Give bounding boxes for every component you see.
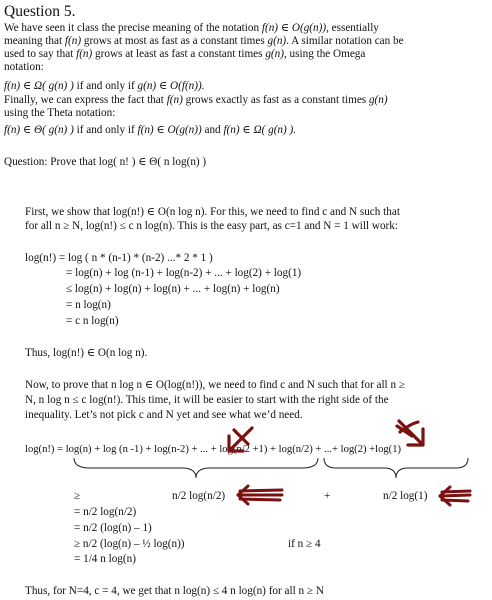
part2-step-1: = n/2 log(n/2): [74, 506, 137, 518]
part1-eq-5: = c n log(n): [66, 315, 119, 327]
part1-line-1: First, we show that log(n!) ∈ O(n log n). For this, we need to find c and N such that: [25, 206, 400, 218]
part1-conclusion: Thus, log(n!) ∈ O(n log n).: [25, 347, 148, 359]
theta-intro-line-2: using the Theta notation:: [4, 107, 116, 119]
half1-bound: n/2 log(n/2): [172, 490, 226, 502]
part2-final: Thus, for N=4, c = 4, we get that n log(n) ≤ 4 n log(n) for all n ≥ N: [25, 585, 324, 597]
part1-eq-4: = n log(n): [66, 299, 111, 311]
part2-step-3: ≥ n/2 (log(n) – ½ log(n)): [74, 538, 185, 550]
part2-step-2: = n/2 (log(n) – 1): [74, 522, 152, 534]
part1-line-2: for all n ≥ N, log(n!) ≤ c n log(n). This is the easy part, as c=1 and N = 1 will work:: [25, 220, 398, 232]
hand-drawn-arrow-down-left: [222, 424, 256, 456]
question-statement: Question: Prove that log( n! ) ∈ Θ( n log(n) ): [4, 156, 207, 168]
part1-eq-2: = log(n) + log (n-1) + log(n-2) + ... + log(2) + log(1): [66, 267, 302, 279]
underbrace-first-half: [72, 456, 320, 482]
intro-line-2: meaning that f(n) grows at most as fast as a constant times g(n). A similar notation can be: [4, 35, 404, 47]
hand-drawn-arrow-left-2: [436, 484, 474, 508]
theta-intro-line-1: Finally, we can express the fact that f(n) grows exactly as fast as a constant times g(n): [4, 94, 388, 106]
part2-line-1: Now, to prove that n log n ∈ O(log(n!)), we need to find c and N such that for all n ≥: [25, 379, 405, 391]
omega-definition: f(n) ∈ Ω( g(n) ) if and only if g(n) ∈ O(f(n)).: [4, 80, 205, 92]
part2-sum-line: log(n!) = log(n) + log (n -1) + log(n-2) + ... + log(n/2 +1) + log(n/2) + ...+ log(2) +log(1): [25, 444, 402, 455]
half2-bound: n/2 log(1): [383, 490, 428, 502]
part2-line-3: inequality. Let’s not pick c and N yet and see what we’d need.: [25, 409, 303, 421]
theta-definition: f(n) ∈ Θ( g(n) ) if and only if f(n) ∈ O(g(n)) and f(n) ∈ Ω( g(n) ).: [4, 124, 297, 136]
part2-step-4: = 1/4 n log(n): [74, 553, 136, 565]
hand-drawn-arrow-left-1: [234, 483, 286, 507]
intro-line-1: We have seen it class the precise meaning of the notation f(n) ∈ O(g(n)), essentially: [4, 22, 379, 34]
question-title: Question 5.: [4, 3, 76, 20]
part2-step-3-condition: if n ≥ 4: [288, 538, 321, 550]
intro-line-3: used to say that f(n) grows at least as fast a constant times g(n), using the Omega: [4, 48, 366, 60]
part1-eq-3: ≤ log(n) + log(n) + log(n) + ... + log(n) + log(n): [66, 283, 280, 295]
hand-drawn-arrow-down-right: [394, 416, 430, 450]
ge-symbol: ≥: [74, 490, 81, 502]
plus-sign: +: [324, 490, 331, 502]
underbrace-second-half: [322, 456, 472, 482]
intro-line-4: notation:: [4, 61, 44, 73]
part1-eq-1: log(n!) = log ( n * (n-1) * (n-2) ...* 2 * 1 ): [25, 252, 213, 264]
part2-line-2: N, n log n ≤ c log(n!). This time, it will be easier to start with the right side of the: [25, 394, 389, 406]
